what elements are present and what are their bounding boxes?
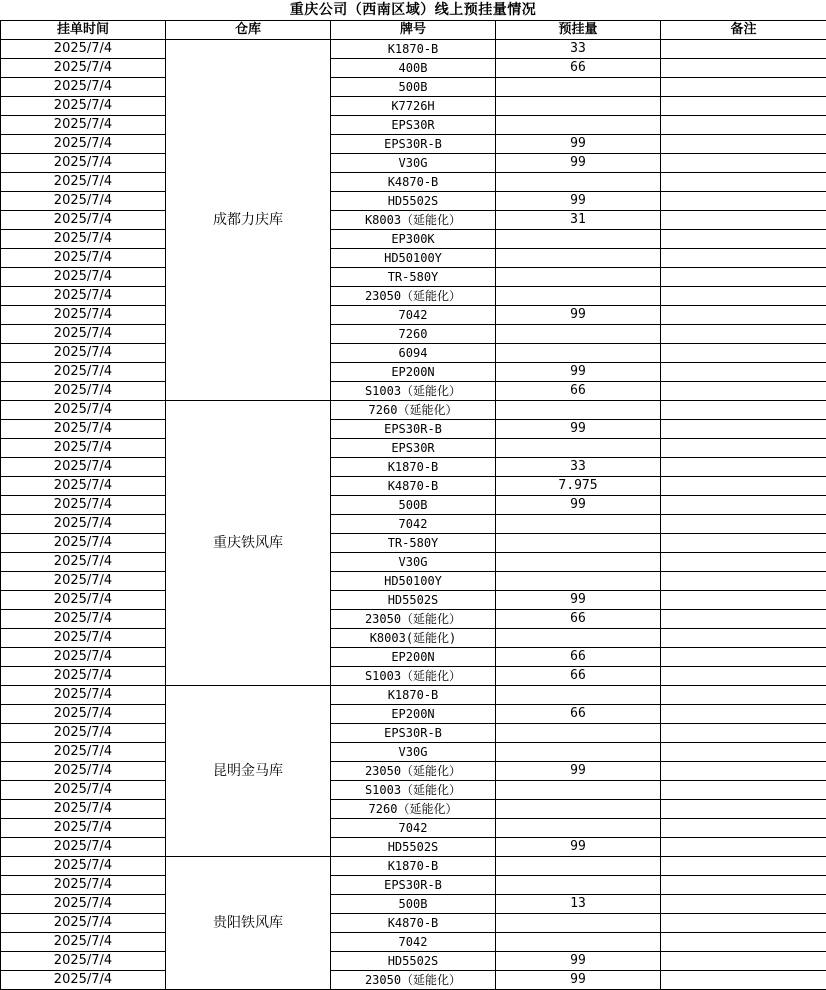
cell-date[interactable]: 2025/7/4 (1, 743, 166, 762)
cell-remark[interactable] (661, 363, 826, 382)
table-row (1, 819, 826, 838)
cell-quantity[interactable] (496, 553, 661, 572)
table-row (1, 971, 826, 990)
cell-quantity[interactable]: 7.975 (496, 477, 661, 496)
cell-grade[interactable]: S1003（延能化） (331, 382, 496, 401)
cell-date[interactable]: 2025/7/4 (1, 819, 166, 838)
cell-date[interactable]: 2025/7/4 (1, 496, 166, 515)
table-row (1, 648, 826, 667)
cell-date[interactable]: 2025/7/4 (1, 971, 166, 990)
cell-remark[interactable] (661, 420, 826, 439)
sheet-title: 重庆公司（西南区域）线上预挂量情况 (0, 0, 826, 20)
table-row (1, 724, 826, 743)
cell-quantity[interactable] (496, 743, 661, 762)
header-quantity[interactable]: 预挂量 (496, 21, 661, 40)
cell-date[interactable]: 2025/7/4 (1, 553, 166, 572)
cell-remark[interactable] (661, 876, 826, 895)
table-row (1, 116, 826, 135)
cell-date[interactable]: 2025/7/4 (1, 933, 166, 952)
cell-quantity[interactable] (496, 401, 661, 420)
cell-quantity[interactable]: 66 (496, 382, 661, 401)
cell-quantity[interactable]: 66 (496, 667, 661, 686)
cell-warehouse[interactable]: 成都力庆库 (166, 40, 331, 401)
table-row (1, 401, 826, 420)
cell-date[interactable]: 2025/7/4 (1, 515, 166, 534)
cell-quantity[interactable]: 33 (496, 458, 661, 477)
cell-grade[interactable]: 7260（延能化） (331, 401, 496, 420)
cell-remark[interactable] (661, 249, 826, 268)
cell-quantity[interactable]: 33 (496, 40, 661, 59)
table-row (1, 591, 826, 610)
table-row (1, 610, 826, 629)
cell-remark[interactable] (661, 724, 826, 743)
cell-remark[interactable] (661, 173, 826, 192)
table-row (1, 781, 826, 800)
cell-remark[interactable] (661, 306, 826, 325)
table-row (1, 439, 826, 458)
cell-remark[interactable] (661, 97, 826, 116)
cell-remark[interactable] (661, 211, 826, 230)
cell-grade[interactable]: V30G (331, 553, 496, 572)
table-row (1, 173, 826, 192)
cell-date[interactable]: 2025/7/4 (1, 439, 166, 458)
cell-remark[interactable] (661, 287, 826, 306)
cell-quantity[interactable]: 99 (496, 420, 661, 439)
cell-grade[interactable]: EP300K (331, 230, 496, 249)
cell-remark[interactable] (661, 534, 826, 553)
cell-date[interactable]: 2025/7/4 (1, 724, 166, 743)
cell-remark[interactable] (661, 135, 826, 154)
cell-remark[interactable] (661, 781, 826, 800)
table-row (1, 705, 826, 724)
cell-quantity[interactable]: 66 (496, 610, 661, 629)
cell-date[interactable]: 2025/7/4 (1, 648, 166, 667)
cell-date[interactable]: 2025/7/4 (1, 78, 166, 97)
table-row (1, 876, 826, 895)
cell-date[interactable]: 2025/7/4 (1, 401, 166, 420)
table-row (1, 59, 826, 78)
cell-grade[interactable]: EPS30R-B (331, 420, 496, 439)
cell-grade[interactable]: HD50100Y (331, 249, 496, 268)
cell-grade[interactable]: EP200N (331, 705, 496, 724)
cell-date[interactable]: 2025/7/4 (1, 838, 166, 857)
table-row (1, 534, 826, 553)
cell-remark[interactable] (661, 591, 826, 610)
cell-date[interactable]: 2025/7/4 (1, 572, 166, 591)
cell-remark[interactable] (661, 572, 826, 591)
cell-warehouse[interactable]: 昆明金马库 (166, 686, 331, 857)
cell-date[interactable]: 2025/7/4 (1, 59, 166, 78)
table-row (1, 895, 826, 914)
cell-grade[interactable]: TR-580Y (331, 268, 496, 287)
cell-date[interactable]: 2025/7/4 (1, 534, 166, 553)
cell-grade[interactable]: HD5502S (331, 952, 496, 971)
cell-date[interactable]: 2025/7/4 (1, 173, 166, 192)
header-remark[interactable]: 备注 (661, 21, 826, 40)
cell-quantity[interactable]: 99 (496, 838, 661, 857)
cell-quantity[interactable] (496, 534, 661, 553)
cell-grade[interactable]: 23050（延能化） (331, 971, 496, 990)
cell-quantity[interactable]: 99 (496, 192, 661, 211)
cell-grade[interactable]: HD5502S (331, 591, 496, 610)
cell-date[interactable]: 2025/7/4 (1, 629, 166, 648)
cell-remark[interactable] (661, 629, 826, 648)
cell-grade[interactable]: 7260（延能化） (331, 800, 496, 819)
cell-quantity[interactable] (496, 287, 661, 306)
cell-quantity[interactable]: 99 (496, 952, 661, 971)
cell-grade[interactable]: 7042 (331, 933, 496, 952)
cell-grade[interactable]: 500B (331, 78, 496, 97)
cell-remark[interactable] (661, 477, 826, 496)
table-row (1, 762, 826, 781)
cell-remark[interactable] (661, 78, 826, 97)
cell-quantity[interactable]: 99 (496, 496, 661, 515)
table-row (1, 496, 826, 515)
cell-grade[interactable]: 23050（延能化） (331, 610, 496, 629)
cell-quantity[interactable] (496, 439, 661, 458)
cell-remark[interactable] (661, 819, 826, 838)
cell-date[interactable]: 2025/7/4 (1, 192, 166, 211)
cell-remark[interactable] (661, 800, 826, 819)
cell-remark[interactable] (661, 325, 826, 344)
table-row (1, 135, 826, 154)
cell-quantity[interactable]: 99 (496, 762, 661, 781)
cell-grade[interactable]: V30G (331, 154, 496, 173)
cell-grade[interactable]: K4870-B (331, 914, 496, 933)
table-row (1, 952, 826, 971)
table-row (1, 800, 826, 819)
cell-remark[interactable] (661, 59, 826, 78)
cell-quantity[interactable]: 99 (496, 971, 661, 990)
cell-date[interactable]: 2025/7/4 (1, 154, 166, 173)
table-row (1, 572, 826, 591)
cell-date[interactable]: 2025/7/4 (1, 667, 166, 686)
cell-quantity[interactable] (496, 857, 661, 876)
cell-remark[interactable] (661, 743, 826, 762)
cell-remark[interactable] (661, 439, 826, 458)
cell-date[interactable]: 2025/7/4 (1, 268, 166, 287)
cell-grade[interactable]: K1870-B (331, 686, 496, 705)
cell-quantity[interactable] (496, 781, 661, 800)
header-row (1, 21, 826, 40)
cell-grade[interactable]: K1870-B (331, 857, 496, 876)
cell-grade[interactable]: 7042 (331, 306, 496, 325)
table-row (1, 287, 826, 306)
cell-date[interactable]: 2025/7/4 (1, 40, 166, 59)
table-row (1, 192, 826, 211)
cell-quantity[interactable]: 99 (496, 363, 661, 382)
cell-remark[interactable] (661, 230, 826, 249)
cell-grade[interactable]: K7726H (331, 97, 496, 116)
table-row (1, 553, 826, 572)
cell-date[interactable]: 2025/7/4 (1, 382, 166, 401)
cell-remark[interactable] (661, 40, 826, 59)
cell-remark[interactable] (661, 933, 826, 952)
cell-grade[interactable]: 7260 (331, 325, 496, 344)
table-row (1, 78, 826, 97)
cell-date[interactable]: 2025/7/4 (1, 705, 166, 724)
cell-quantity[interactable] (496, 249, 661, 268)
cell-quantity[interactable] (496, 572, 661, 591)
cell-remark[interactable] (661, 838, 826, 857)
cell-quantity[interactable] (496, 724, 661, 743)
cell-remark[interactable] (661, 382, 826, 401)
cell-grade[interactable]: 6094 (331, 344, 496, 363)
cell-grade[interactable]: EPS30R-B (331, 135, 496, 154)
cell-quantity[interactable] (496, 344, 661, 363)
cell-date[interactable]: 2025/7/4 (1, 895, 166, 914)
cell-date[interactable]: 2025/7/4 (1, 249, 166, 268)
cell-warehouse[interactable]: 重庆铁风库 (166, 401, 331, 686)
table-row (1, 382, 826, 401)
cell-quantity[interactable] (496, 173, 661, 192)
table-row (1, 477, 826, 496)
cell-quantity[interactable] (496, 325, 661, 344)
cell-remark[interactable] (661, 192, 826, 211)
cell-remark[interactable] (661, 952, 826, 971)
table-row (1, 515, 826, 534)
cell-date[interactable]: 2025/7/4 (1, 230, 166, 249)
cell-quantity[interactable]: 99 (496, 591, 661, 610)
table-row (1, 857, 826, 876)
header-date[interactable]: 挂单时间 (1, 21, 166, 40)
table-row (1, 686, 826, 705)
cell-grade[interactable]: K8003(延能化) (331, 629, 496, 648)
cell-remark[interactable] (661, 401, 826, 420)
table-row (1, 325, 826, 344)
table-row (1, 268, 826, 287)
table-row (1, 458, 826, 477)
cell-grade[interactable]: S1003（延能化） (331, 667, 496, 686)
cell-date[interactable]: 2025/7/4 (1, 610, 166, 629)
cell-quantity[interactable] (496, 800, 661, 819)
cell-remark[interactable] (661, 705, 826, 724)
cell-grade[interactable]: 7042 (331, 515, 496, 534)
cell-remark[interactable] (661, 667, 826, 686)
cell-remark[interactable] (661, 686, 826, 705)
cell-grade[interactable]: K4870-B (331, 173, 496, 192)
cell-quantity[interactable]: 31 (496, 211, 661, 230)
cell-remark[interactable] (661, 971, 826, 990)
cell-grade[interactable]: 7042 (331, 819, 496, 838)
cell-grade[interactable]: 500B (331, 496, 496, 515)
cell-remark[interactable] (661, 268, 826, 287)
table-row (1, 344, 826, 363)
table-row (1, 211, 826, 230)
table-row (1, 230, 826, 249)
cell-date[interactable]: 2025/7/4 (1, 686, 166, 705)
cell-grade[interactable]: EPS30R (331, 116, 496, 135)
pre-order-table (0, 20, 826, 990)
cell-grade[interactable]: 23050（延能化） (331, 287, 496, 306)
cell-quantity[interactable]: 99 (496, 135, 661, 154)
cell-grade[interactable]: K4870-B (331, 477, 496, 496)
cell-grade[interactable]: EPS30R-B (331, 724, 496, 743)
cell-quantity[interactable] (496, 268, 661, 287)
cell-date[interactable]: 2025/7/4 (1, 914, 166, 933)
header-grade[interactable]: 牌号 (331, 21, 496, 40)
table-row (1, 667, 826, 686)
cell-grade[interactable]: K1870-B (331, 40, 496, 59)
cell-remark[interactable] (661, 857, 826, 876)
cell-quantity[interactable]: 99 (496, 306, 661, 325)
cell-date[interactable]: 2025/7/4 (1, 876, 166, 895)
table-row (1, 914, 826, 933)
cell-quantity[interactable] (496, 629, 661, 648)
table-row (1, 363, 826, 382)
cell-remark[interactable] (661, 344, 826, 363)
cell-grade[interactable]: HD5502S (331, 838, 496, 857)
cell-quantity[interactable]: 66 (496, 59, 661, 78)
cell-quantity[interactable] (496, 876, 661, 895)
cell-quantity[interactable] (496, 97, 661, 116)
table-row (1, 420, 826, 439)
table-row (1, 306, 826, 325)
cell-grade[interactable]: K1870-B (331, 458, 496, 477)
cell-date[interactable]: 2025/7/4 (1, 781, 166, 800)
cell-remark[interactable] (661, 914, 826, 933)
cell-warehouse[interactable]: 贵阳铁风库 (166, 857, 331, 990)
cell-quantity[interactable]: 13 (496, 895, 661, 914)
cell-quantity[interactable] (496, 819, 661, 838)
cell-quantity[interactable] (496, 914, 661, 933)
table-row (1, 933, 826, 952)
cell-date[interactable]: 2025/7/4 (1, 477, 166, 496)
table-row (1, 629, 826, 648)
header-warehouse[interactable]: 仓库 (166, 21, 331, 40)
cell-date[interactable]: 2025/7/4 (1, 306, 166, 325)
cell-date[interactable]: 2025/7/4 (1, 762, 166, 781)
cell-grade[interactable]: K8003（延能化） (331, 211, 496, 230)
cell-date[interactable]: 2025/7/4 (1, 800, 166, 819)
cell-quantity[interactable] (496, 686, 661, 705)
cell-remark[interactable] (661, 895, 826, 914)
cell-grade[interactable]: HD50100Y (331, 572, 496, 591)
cell-date[interactable]: 2025/7/4 (1, 344, 166, 363)
cell-grade[interactable]: 400B (331, 59, 496, 78)
table-body (1, 40, 826, 990)
cell-remark[interactable] (661, 496, 826, 515)
cell-remark[interactable] (661, 553, 826, 572)
cell-quantity[interactable]: 66 (496, 705, 661, 724)
cell-grade[interactable]: EPS30R-B (331, 876, 496, 895)
table-row (1, 154, 826, 173)
cell-quantity[interactable]: 99 (496, 154, 661, 173)
cell-date[interactable]: 2025/7/4 (1, 211, 166, 230)
cell-quantity[interactable] (496, 230, 661, 249)
cell-date[interactable]: 2025/7/4 (1, 591, 166, 610)
table-row (1, 838, 826, 857)
cell-grade[interactable]: TR-580Y (331, 534, 496, 553)
cell-grade[interactable]: S1003（延能化） (331, 781, 496, 800)
cell-grade[interactable]: EP200N (331, 363, 496, 382)
cell-date[interactable]: 2025/7/4 (1, 857, 166, 876)
cell-date[interactable]: 2025/7/4 (1, 325, 166, 344)
cell-quantity[interactable] (496, 933, 661, 952)
cell-remark[interactable] (661, 116, 826, 135)
table-row (1, 249, 826, 268)
table-row (1, 743, 826, 762)
cell-quantity[interactable]: 66 (496, 648, 661, 667)
cell-grade[interactable]: HD5502S (331, 192, 496, 211)
table-row (1, 97, 826, 116)
table-row (1, 40, 826, 59)
cell-quantity[interactable] (496, 515, 661, 534)
cell-date[interactable]: 2025/7/4 (1, 458, 166, 477)
cell-remark[interactable] (661, 458, 826, 477)
cell-remark[interactable] (661, 762, 826, 781)
cell-date[interactable]: 2025/7/4 (1, 287, 166, 306)
cell-date[interactable]: 2025/7/4 (1, 420, 166, 439)
cell-remark[interactable] (661, 515, 826, 534)
cell-remark[interactable] (661, 154, 826, 173)
cell-grade[interactable]: V30G (331, 743, 496, 762)
cell-quantity[interactable] (496, 78, 661, 97)
cell-grade[interactable]: EP200N (331, 648, 496, 667)
cell-quantity[interactable] (496, 116, 661, 135)
cell-remark[interactable] (661, 610, 826, 629)
cell-grade[interactable]: EPS30R (331, 439, 496, 458)
cell-grade[interactable]: 500B (331, 895, 496, 914)
cell-date[interactable]: 2025/7/4 (1, 363, 166, 382)
cell-date[interactable]: 2025/7/4 (1, 952, 166, 971)
cell-date[interactable]: 2025/7/4 (1, 97, 166, 116)
cell-date[interactable]: 2025/7/4 (1, 116, 166, 135)
cell-grade[interactable]: 23050（延能化） (331, 762, 496, 781)
cell-remark[interactable] (661, 648, 826, 667)
cell-date[interactable]: 2025/7/4 (1, 135, 166, 154)
